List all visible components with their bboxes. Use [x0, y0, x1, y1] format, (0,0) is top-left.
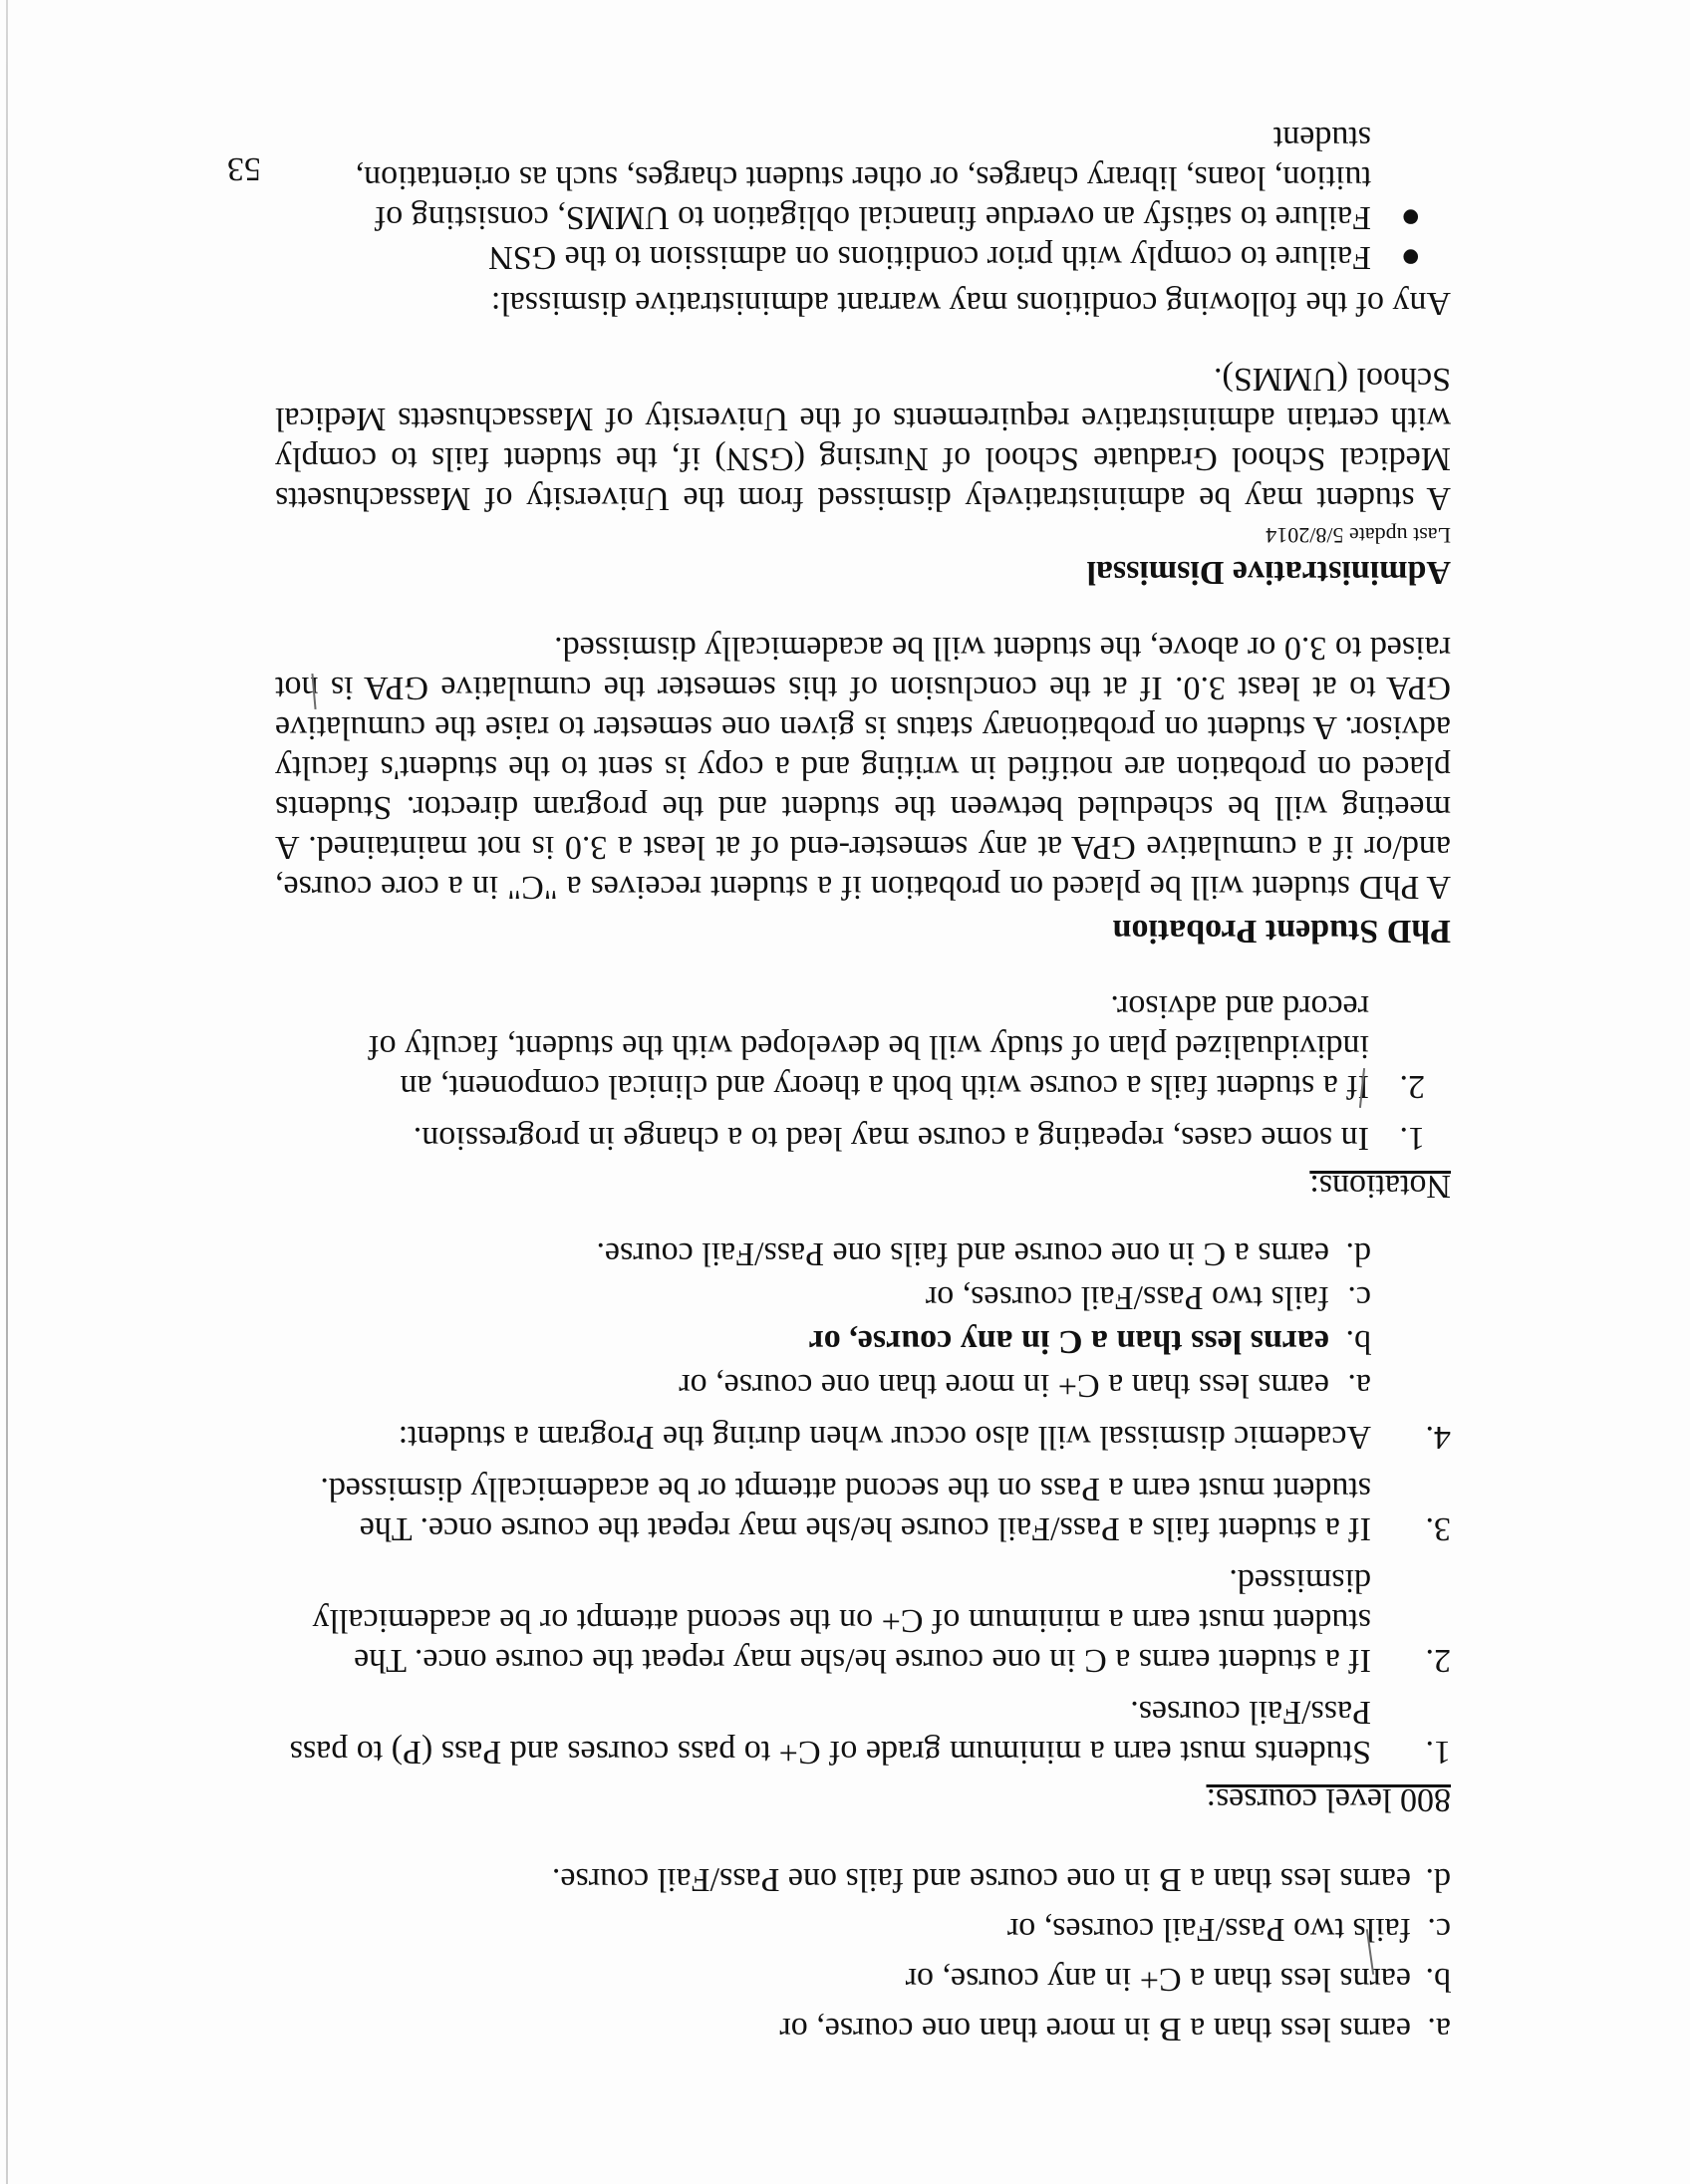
bullet-icon: ●	[1400, 239, 1421, 276]
notations-heading: Notations:	[1309, 1168, 1451, 1205]
level800-heading: 800 level courses:	[1206, 1781, 1451, 1818]
list-item: c. fails two Pass/Fail courses, or	[1006, 1911, 1451, 1948]
list-item: b. earns less than a C+ in any course, or	[905, 1961, 1451, 1998]
notations-list	[275, 986, 1451, 1158]
list-item: 2. If a student fails a course with both a theory and clinical component, an individualized plan of study will be developed with the student, faculty of record and advisor.	[368, 988, 1425, 1105]
list-item: d. earns a C in one course and fails one Pass/Fail course.	[596, 1235, 1371, 1272]
list-item: c. fails two Pass/Fail courses, or	[925, 1279, 1371, 1316]
level800-dismissal-sublist	[275, 1233, 1451, 1405]
list-item: a. earns less than a B in more than one course, or	[779, 2011, 1451, 2048]
conditions-bullet-list	[275, 118, 1451, 277]
list-item: a. earns less than a C+ in more than one course, or	[679, 1367, 1371, 1404]
admin-dismissal-paragraph: A student may be administratively dismissed from the University of Massachusetts Medical School Graduate School of Nursing (GSN) if, the student fails to comply with certain administrative requirements of the University of Massachusetts Medical School (UMMS).	[275, 361, 1451, 517]
bullet-icon: ●	[1400, 199, 1421, 236]
page-number: 53	[227, 150, 261, 187]
notations-section	[275, 986, 1451, 1206]
page-content	[275, 118, 1451, 2048]
probation-paragraph: A PhD student will be placed on probation if a student receives a "C" in a core course, and/or if a cumulative GPA at any semester-end of at least a 3.0 is not maintained. A meeting will be scheduled between the student and the program director. Students placed on probation are notified in writing and a copy is sent to the student's faculty advisor. A student on probationary status is given one semester to raise the cumulative GPA to at least 3.0. If at the conclusion of this semester the cumulative GPA is not raised to 3.0 or above, the student will be academically dismissed.	[275, 630, 1451, 906]
list-item: ● Failure to comply with prior conditions on admission to the GSN	[275, 237, 1451, 277]
scan-edge	[6, 0, 8, 2184]
list-item: 1. Students must earn a minimum grade of C+ to pass courses and Pass (P) to pass Pass/Fail courses.	[289, 1694, 1451, 1771]
list-item: ● Failure to satisfy an overdue financial obligation to UMMS, consisting of tuition, loans, library charges, or other student charges, such as orientation, student	[275, 118, 1451, 237]
continued-criteria-list	[275, 1859, 1451, 2048]
last-update-note: Last update 5/8/2014	[1266, 523, 1451, 548]
list-item: 4. Academic dismissal will also occur when during the Program a student:	[398, 1419, 1451, 1456]
list-item: 1. In some cases, repeating a course may lead to a change in progression.	[413, 1120, 1425, 1157]
conditions-intro: Any of the following conditions may warrant administrative dismissal:	[490, 285, 1451, 322]
list-item: 3. If a student fails a Pass/Fail course he/she may repeat the course once. The student must earn a Pass on the second attempt or be academically dismissed.	[320, 1471, 1451, 1547]
list-item: 2. If a student earns a C in one course he/she may repeat the course once. The student must earn a minimum of C+ on the second attempt or be academically dismissed.	[312, 1562, 1451, 1679]
list-item: b. earns less than a C in any course, or	[808, 1323, 1371, 1360]
level800-rules-list	[275, 1417, 1451, 1772]
list-item: d. earns less than a B in one course and fails one Pass/Fail course.	[551, 1861, 1451, 1898]
probation-heading: PhD Student Probation	[1112, 913, 1451, 950]
admin-dismissal-heading: Administrative Dismissal	[1086, 554, 1451, 591]
